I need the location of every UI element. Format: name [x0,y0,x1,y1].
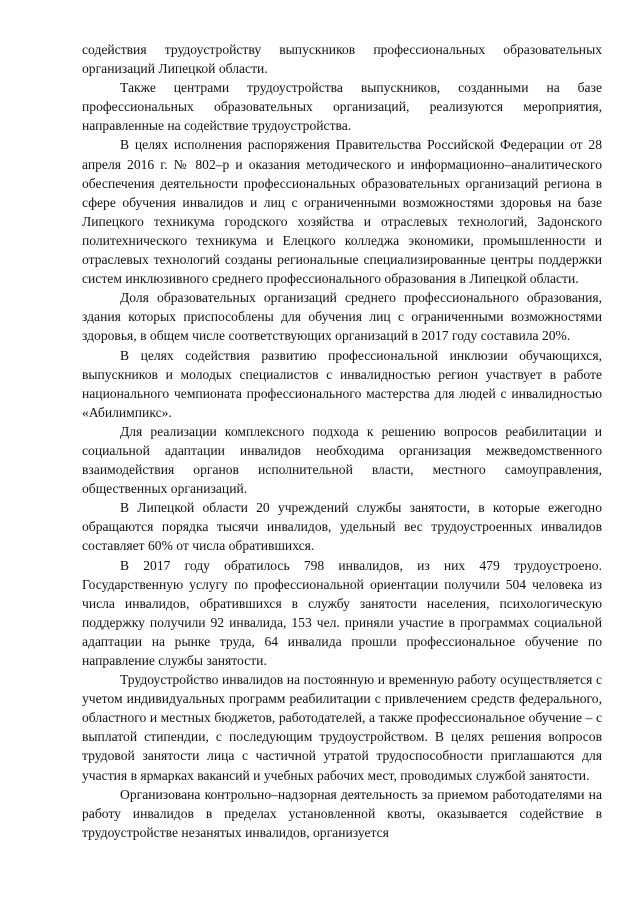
paragraph-job-placement: Трудоустройство инвалидов на постоянную и временную работу осуществляется с учетом индивидуальных программ реабилитации с привлечением средств федерального, областного и местных бюджетов, работодателей, а также профессиональное обучение – с выплатой стипендии, с последующим трудоустройством. В целях решения вопросов трудовой занятости лица с частичной утратой трудоспособности приглашаются для участия в ярмарках вакансий и учебных рабочих мест, проводимых службой занятости. [82,672,602,783]
paragraph-employment-services: В Липецкой области 20 учреждений службы занятости, в которые ежегодно обращаются порядка тысячи инвалидов, удельный вес трудоустроенных инвалидов составляет 60% от числа обратившихся. [82,500,602,554]
paragraph-employment-centers: Также центрами трудоустройства выпускников, созданными на базе профессиональных образовательных организаций, реализуются мероприятия, направленные на содействие трудоустройства. [82,80,602,134]
paragraph-government-order: В целях исполнения распоряжения Правительства Российской Федерации от 28 апреля 2016 г. № 802–р и оказания методического и информационно–аналитического обеспечения деятельности профессиональных образовательных организаций региона в сфере обучения инвалидов и лиц с ограниченными возможностями здоровья на базе Липецкого техникума городского хозяйства и отраслевых технологий, Задонского политехнического техникума и Елецкого колледжа экономики, промышленности и отраслевых технологий созданы региональные специализированные центры поддержки систем инклюзивного среднего профессионального образования в Липецкой области. [82,137,602,287]
document-body [82,40,602,842]
paragraph-quota-control: Организована контрольно–надзорная деятельность за приемом работодателями на работу инвалидов в пределах установленной квоты, оказывается содействие в трудоустройстве незанятых инвалидов, организуется [82,786,602,840]
paragraph-accessible-buildings: Доля образовательных организаций среднего профессионального образования, здания которых приспособлены для обучения лиц с ограниченными возможностями здоровья, в общем числе соответствующих организаций в 2017 году составила 20%. [82,290,602,344]
paragraph-rehabilitation: Для реализации комплексного подхода к решению вопросов реабилитации и социальной адаптации инвалидов необходима организация межведомственного взаимодействия органов исполнительной власти, местного самоуправления, общественных организаций. [82,423,602,497]
paragraph-continuation: содействия трудоустройству выпускников профессиональных образовательных организаций Липецкой области. [82,42,602,77]
paragraph-abilympics: В целях содействия развитию профессиональной инклюзии обучающихся, выпускников и молодых специалистов с инвалидностью регион участвует в работе национального чемпионата профессионального мастерства для людей с инвалидностью «Абилимпикс». [82,347,602,420]
paragraph-statistics-2017: В 2017 году обратилось 798 инвалидов, из них 479 трудоустроено. Государственную услугу по профессиональной ориентации получили 504 человека из числа инвалидов, обратившихся в службу занятости населения, психологическую поддержку получили 92 инвалида, 153 чел. приняли участие в программах социальной адаптации на рынке труда, 64 инвалида прошли профессиональное обучение по направление службы занятости. [82,557,602,668]
